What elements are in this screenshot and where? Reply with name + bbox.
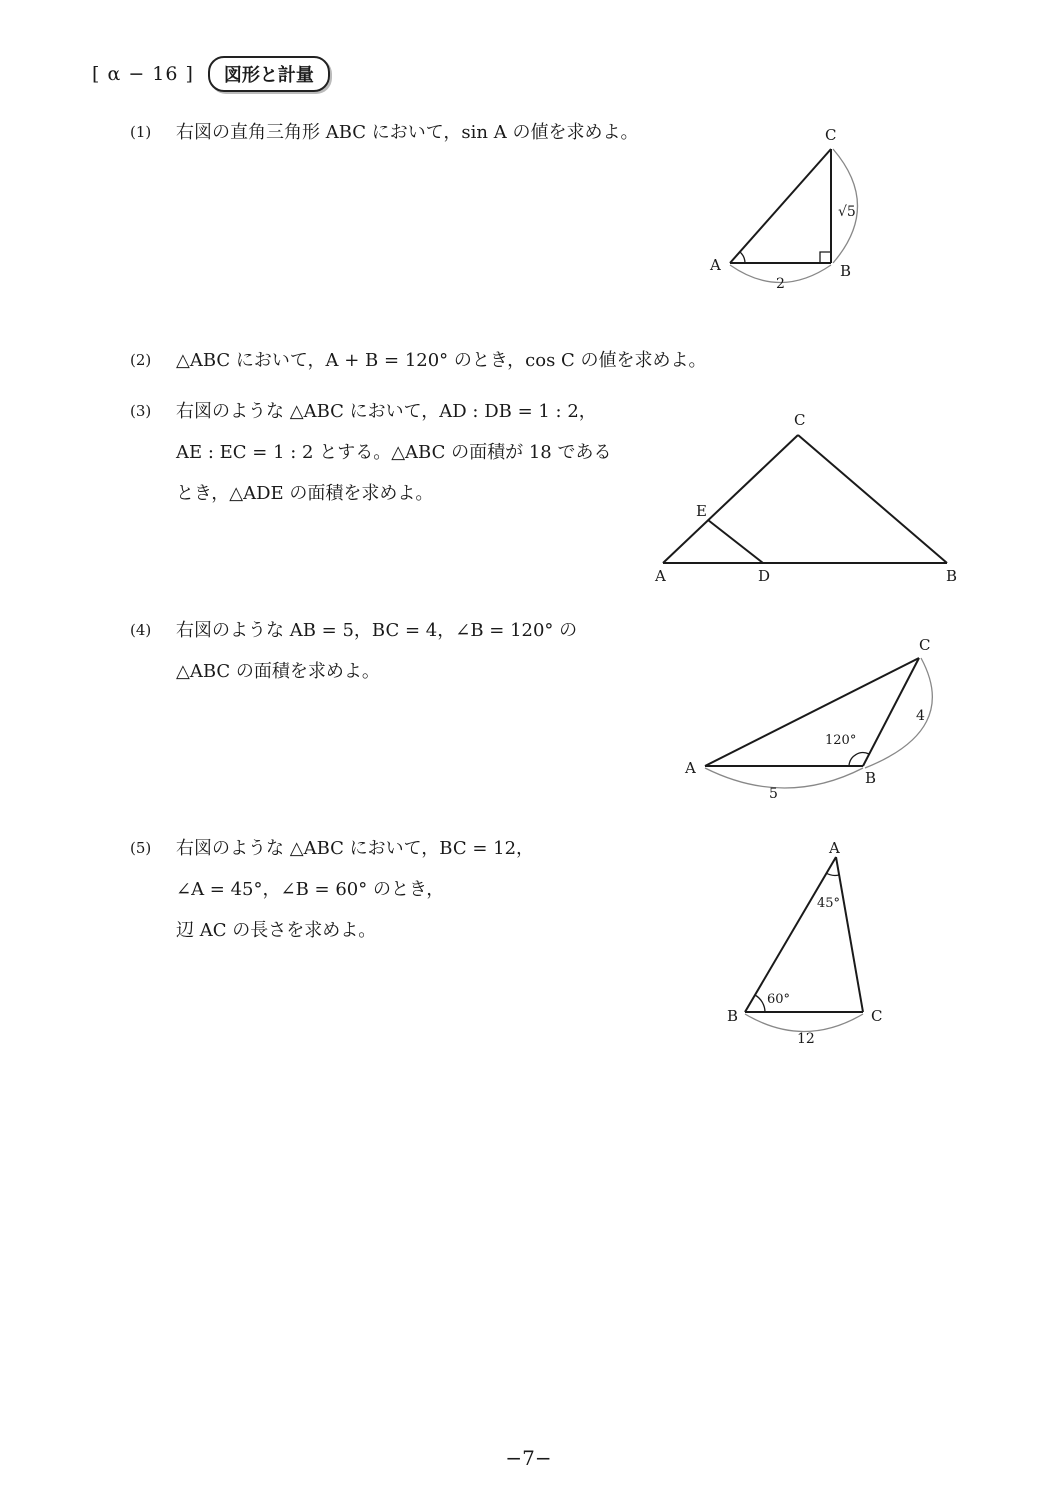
angle-b-arc [755,995,765,1012]
side-label-ab: 2 [776,276,785,292]
side-ab [745,857,836,1012]
side-ac [836,857,863,1012]
segment-de [708,520,763,563]
vertex-label-c: C [794,411,806,429]
side-label-bc: √5 [838,204,856,220]
side-label-ab: 5 [769,786,778,802]
problem-text: △ABC において，A + B = 120° のとき，cos C の値を求めよ。 [176,350,707,371]
vertex-label-a: A [655,567,666,585]
problem-text: とき，△ADE の面積を求めよ。 [176,483,434,504]
side-label-bc: 4 [916,708,925,724]
figure-1-right-triangle [690,118,890,298]
problem-text: 右図のような △ABC において，AD : DB = 1 : 2， [176,401,597,422]
vertex-label-b: B [946,567,958,585]
problem-number: (5) [130,839,152,857]
problem-code: [ α − 16 ] [92,63,194,85]
problem-text: △ABC の面積を求めよ。 [176,661,380,682]
side-ac [663,435,798,563]
side-ac [730,149,831,263]
vertex-label-c: C [919,636,931,654]
side-label-bc: 12 [797,1031,815,1047]
vertex-label-b: B [840,262,852,280]
figure-5-triangle [715,835,905,1050]
vertex-label-a: A [685,759,696,777]
problem-text: 右図のような △ABC において，BC = 12， [176,838,535,859]
vertex-label-a: A [710,256,721,274]
problem-3 [130,391,611,514]
side-bc [798,435,947,563]
vertex-label-b: B [727,1007,739,1025]
problem-5 [130,828,534,951]
problem-text: AE : EC = 1 : 2 とする。△ABC の面積が 18 である [176,442,612,463]
problem-text: ∠A = 45°，∠B = 60° のとき， [176,879,445,900]
angle-label-b: 120° [825,733,857,748]
angle-label-b: 60° [767,992,791,1007]
problem-text: 右図の直角三角形 ABC において，sin A の値を求めよ。 [176,122,639,143]
vertex-label-a: A [829,839,840,857]
angle-a-arc [740,252,745,263]
topic-badge: 図形と計量 [208,56,330,92]
side-ac [705,658,919,766]
angle-a-arc [826,873,839,875]
brace-ab [705,768,863,788]
problem-text: 辺 AC の長さを求めよ。 [176,920,377,941]
problem-4 [130,610,577,692]
vertex-label-b: B [865,769,877,787]
vertex-label-c: C [825,126,837,144]
page-number: −7− [505,1446,552,1470]
angle-label-a: 45° [817,896,841,911]
problem-2 [130,340,707,381]
problem-1 [130,112,638,153]
problem-number: (3) [130,402,152,420]
problem-text: 右図のような AB = 5，BC = 4，∠B = 120° の [176,620,578,641]
vertex-label-e: E [696,502,707,520]
vertex-label-c: C [871,1007,883,1025]
vertex-label-d: D [758,567,771,585]
problem-number: (1) [130,123,152,141]
problem-header [92,56,330,92]
right-angle-mark [820,252,831,263]
side-bc [863,658,919,766]
problem-number: (2) [130,351,152,369]
problem-number: (4) [130,621,152,639]
figure-4-obtuse-triangle [675,630,955,810]
figure-3-triangle [640,405,980,590]
brace-bc [745,1014,863,1032]
